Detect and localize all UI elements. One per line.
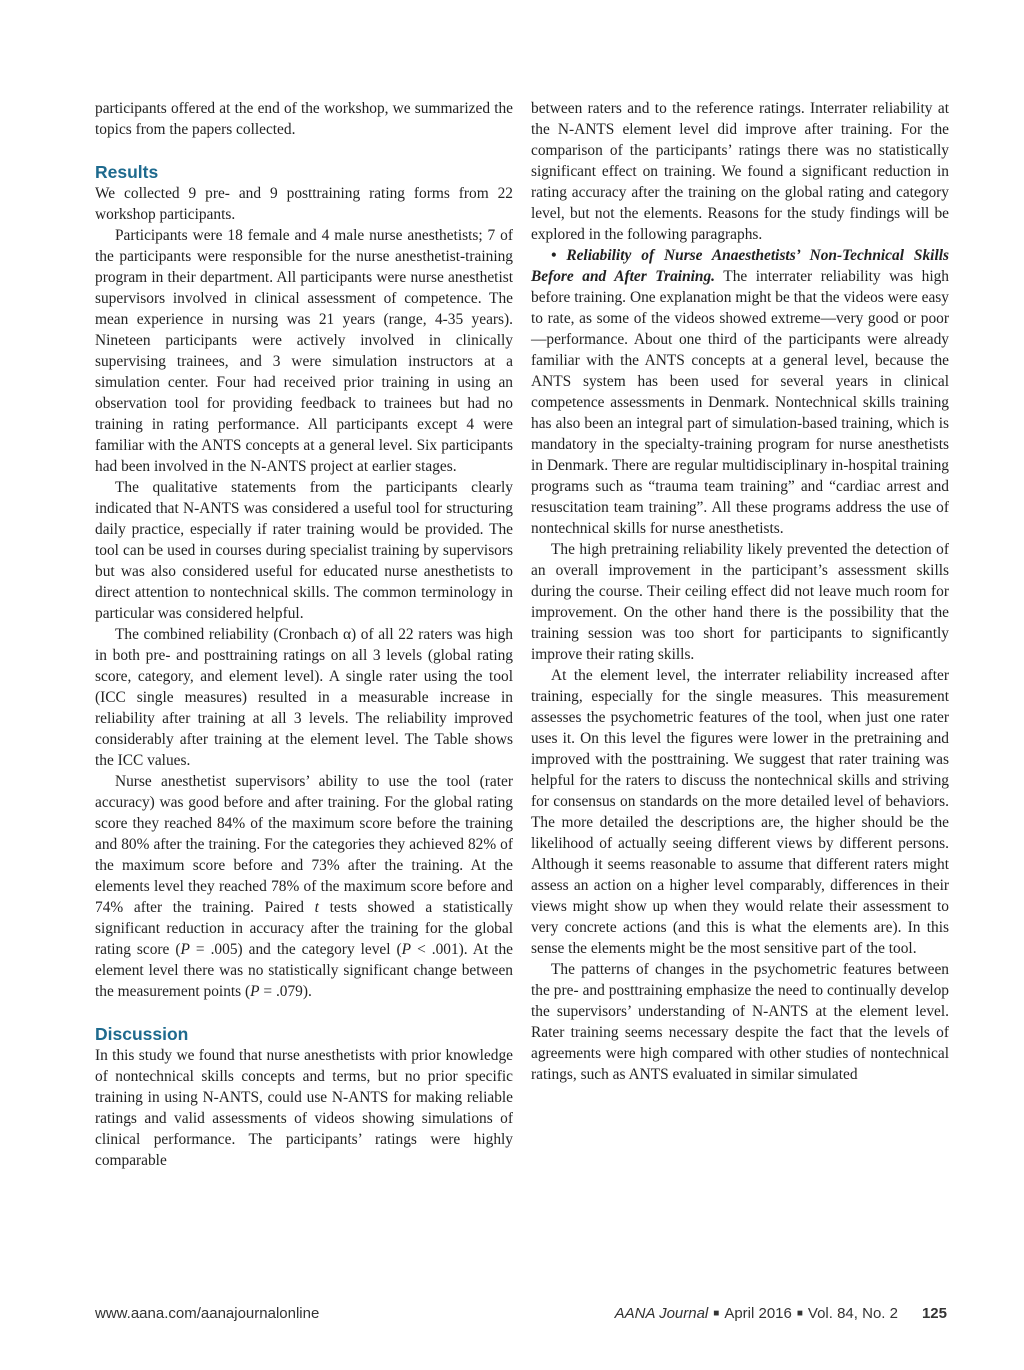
footer-url: www.aana.com/aanajournalonline (95, 1305, 320, 1322)
results-paragraph-4: The combined reliability (Cronbach α) of all 22 raters was high in both pre- and posttraining ratings on all 3 levels (global rating score, category, and element level). A single rater using the tool (ICC single measures) resulted in a measurable increase in reliability after training at all 3 levels. The reliability improved considerably after training at the element level. The Table shows the ICC values. (95, 626, 513, 769)
results-heading: Results (95, 162, 159, 182)
right-paragraph-2 (531, 245, 949, 539)
volume-info: Vol. 84, No. 2 (807, 1305, 898, 1322)
separator-square-icon: ■ (713, 1308, 720, 1319)
journal-name: AANA Journal (614, 1305, 709, 1322)
results-paragraph-1: We collected 9 pre- and 9 posttraining rating forms from 22 workshop participants. (95, 185, 513, 223)
text-run: The interrater reliability was high before training. One explanation might be that the videos were easy to rate, as some of the videos showed extreme—very good or poor—performance. About one third of the participants were already familiar with the ANTS concepts at a general level, because the ANTS system has been used for several years in clinical competence assessments in Denmark. Nontechnical skills training has also been an integral part of simulation-based training, which is mandatory in the specialty-training program for nurse anesthetists in Denmark. There are regular multidisciplinary in-hospital training programs such as “trauma team training” and “cardiac arrest and resuscitation team training”. All these programs address the use of nontechnical skills for nurse anesthetists. (531, 268, 949, 537)
results-paragraph-3: The qualitative statements from the participants clearly indicated that N-ANTS was considered a useful tool for structuring daily practice, especially if rater training would be provided. The tool can be used in courses during specialist training by supervisors but was also considered useful for educated nurse anesthetists to direct attention to nontechnical skills. The common terminology in particular was considered helpful. (95, 479, 513, 622)
right-paragraph-4: At the element level, the interrater reliability increased after training, especially for the single measures. This measurement assesses the psychometric features of the tool, when just one rater uses it. On this level the figures were lower in the pretraining and improved with the posttraining. We suggest that rater training was helpful for the raters to discuss the nontechnical skills and striving for consensus on standards on the more detailed level of behaviors. The more detailed the descriptions are, the higher should be the likelihood of actually seeing different views by different persons. Although it seems reasonable to assume that different raters might assess an action on a higher level comparably, differences in their views might show up when they would relate their assessment to very concrete actions (and this is what the elements are). In this sense the elements might be the most sensitive part of the tool. (531, 667, 949, 957)
left-column (95, 98, 513, 1171)
right-paragraph-5: The patterns of changes in the psychometric features between the pre- and posttraining emphasize the need to continually develop the supervisors’ understanding of N-ANTS at the element level. Rater training seems necessary despite the fact that the levels of agreements were high compared with other studies of nontechnical ratings, such as ANTS evaluated in similar simulated (531, 961, 949, 1083)
text-run: tests showed a statistically significant reduction in accuracy after the training for the global rating score ( (95, 899, 513, 958)
page-number: 125 (921, 1305, 947, 1322)
text-run: Nurse anesthetist supervisors’ ability to use the tool (rater accuracy) was good before and after training. For the global rating score they reached 84% of the maximum score before the training and 80% after the training. For the categories they achieved 82% of the maximum score before and 73% after the training. At the elements level they reached 78% of the maximum score before and 74% after the training. Paired (95, 773, 513, 916)
footer-journal-info (615, 1305, 947, 1322)
text-run: < .001). At the element level there was no statistically significant change between the measurement points ( (95, 941, 513, 1000)
discussion-heading: Discussion (95, 1024, 189, 1044)
text-run: = .079). (259, 983, 312, 1000)
page-footer (95, 1305, 947, 1325)
right-paragraph-3: The high pretraining reliability likely prevented the detection of an overall improvement in the participant’s assessment skills during the course. Their ceiling effect did not leave much room for improvement. On the other hand there is the possibility that the training session was too short for participants to significantly improve their rating skills. (531, 541, 949, 663)
results-paragraph-5 (95, 771, 513, 1002)
italic-t: t (314, 899, 319, 916)
italic-p: P (401, 941, 412, 958)
separator-square-icon: ■ (796, 1308, 803, 1319)
issue-date: April 2016 (724, 1305, 792, 1322)
right-paragraph-1: between raters and to the reference ratings. Interrater reliability at the N-ANTS element level did improve after training. For the comparison of the participants’ ratings there was no statistically significant effect on training. We found a significant reduction in rating accuracy after the training on the global rating and category level, but not the elements. Reasons for the study findings will be explored in the following paragraphs. (531, 100, 949, 243)
italic-p: P (180, 941, 190, 958)
text-run: = .005) and the category level ( (189, 941, 402, 958)
runin-heading: • Reliability of Nurse Anaesthetists’ Non-Technical Skills Before and After Training. (531, 247, 949, 285)
right-column (531, 98, 949, 1085)
italic-p: P (250, 983, 260, 1000)
discussion-paragraph-1: In this study we found that nurse anesthetists with prior knowledge of nontechnical skills concepts and terms, but no prior specific training in using N-ANTS, could use N-ANTS for making reliable ratings and valid assessments of videos showing simulations of clinical performance. The participants’ ratings were highly comparable (95, 1047, 513, 1169)
intro-paragraph: participants offered at the end of the workshop, we summarized the topics from the papers collected. (95, 100, 513, 138)
results-paragraph-2: Participants were 18 female and 4 male nurse anesthetists; 7 of the participants were responsible for the nurse anesthetist-training program in their department. All participants were nurse anesthetist supervisors involved in clinical assessment of competence. The mean experience in nursing was 21 years (range, 4-35 years). Nineteen participants were actively involved in clinically supervising trainees, and 3 were simulation instructors at a simulation center. Four had received prior training in using an observation tool for providing feedback to trainees but had no training in rating performance. All participants except 4 were familiar with the ANTS concepts at a general level. Six participants had been involved in the N-ANTS project at earlier stages. (95, 227, 513, 475)
